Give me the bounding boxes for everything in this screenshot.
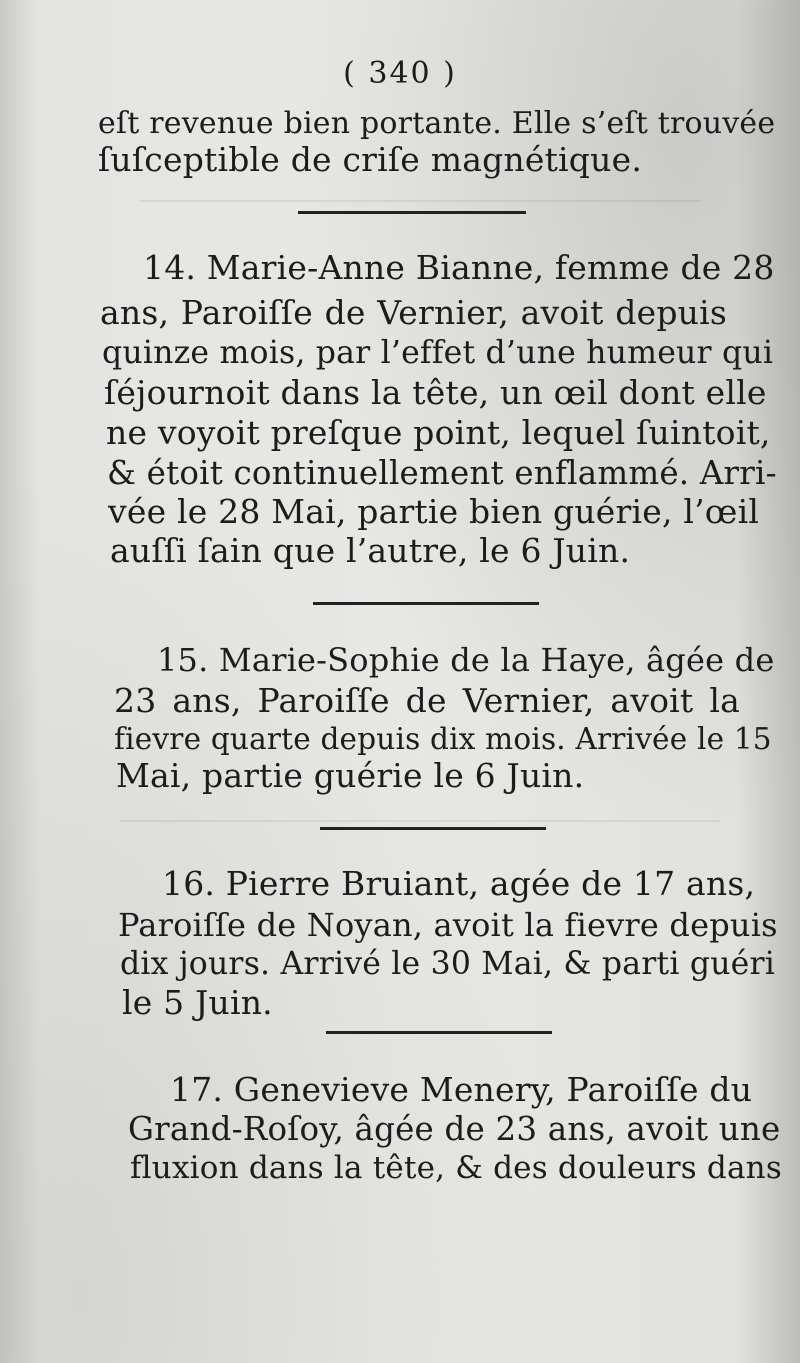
section-rule	[298, 211, 526, 214]
entry-16-line: dix jours. Arrivé le 30 Mai, & parti guéri	[120, 946, 776, 982]
entry-14-line: ſéjournoit dans la tête, un œil dont elle	[104, 373, 767, 412]
section-rule	[320, 827, 546, 830]
entry-14-line: vée le 28 Mai, partie bien guérie, l’œil	[108, 492, 760, 531]
entry-17-line: fluxion dans la tête, & des douleurs dans	[130, 1150, 782, 1186]
entry-15-line: 15. Marie-Sophie de la Haye, âgée de	[157, 641, 775, 679]
entry-14-line: 14. Marie-Anne Bianne, femme de 28	[143, 248, 775, 287]
page-number: ( 340 )	[343, 56, 457, 91]
entry-14-line: & étoit continuellement enflammé. Arri-	[107, 454, 777, 492]
entry-15-line: 23 ans, Paroiſſe de Vernier, avoit la	[114, 681, 740, 720]
entry-16-line: Paroiſſe de Noyan, avoit la fievre depuis	[118, 906, 778, 944]
entry-16-line: le 5 Juin.	[122, 983, 273, 1022]
section-rule	[313, 602, 539, 605]
entry-15-line: fievre quarte depuis dix mois. Arrivée le 15	[114, 722, 772, 756]
text-line: eſt revenue bien portante. Elle s’eſt trouvée	[98, 106, 776, 141]
entry-14-line: ne voyoit preſque point, lequel ſuintoit,	[106, 413, 771, 452]
entry-14-line: ans, Paroiſſe de Vernier, avoit depuis	[100, 293, 727, 332]
entry-14-line: quinze mois, par l’effet d’une humeur qui	[102, 335, 774, 371]
entry-15-line: Mai, partie guérie le 6 Juin.	[116, 756, 585, 795]
section-rule	[326, 1031, 552, 1034]
entry-14-line: auſſi ſain que l’autre, le 6 Juin.	[110, 531, 631, 570]
entry-16-line: 16. Pierre Bruiant, agée de 17 ans,	[162, 864, 756, 903]
text-line: ſuſceptible de criſe magnétique.	[98, 140, 643, 179]
entry-17-line: 17. Genevieve Menery, Paroiſſe du	[170, 1070, 753, 1109]
entry-17-line: Grand-Roſoy, âgée de 23 ans, avoit une	[128, 1110, 781, 1148]
